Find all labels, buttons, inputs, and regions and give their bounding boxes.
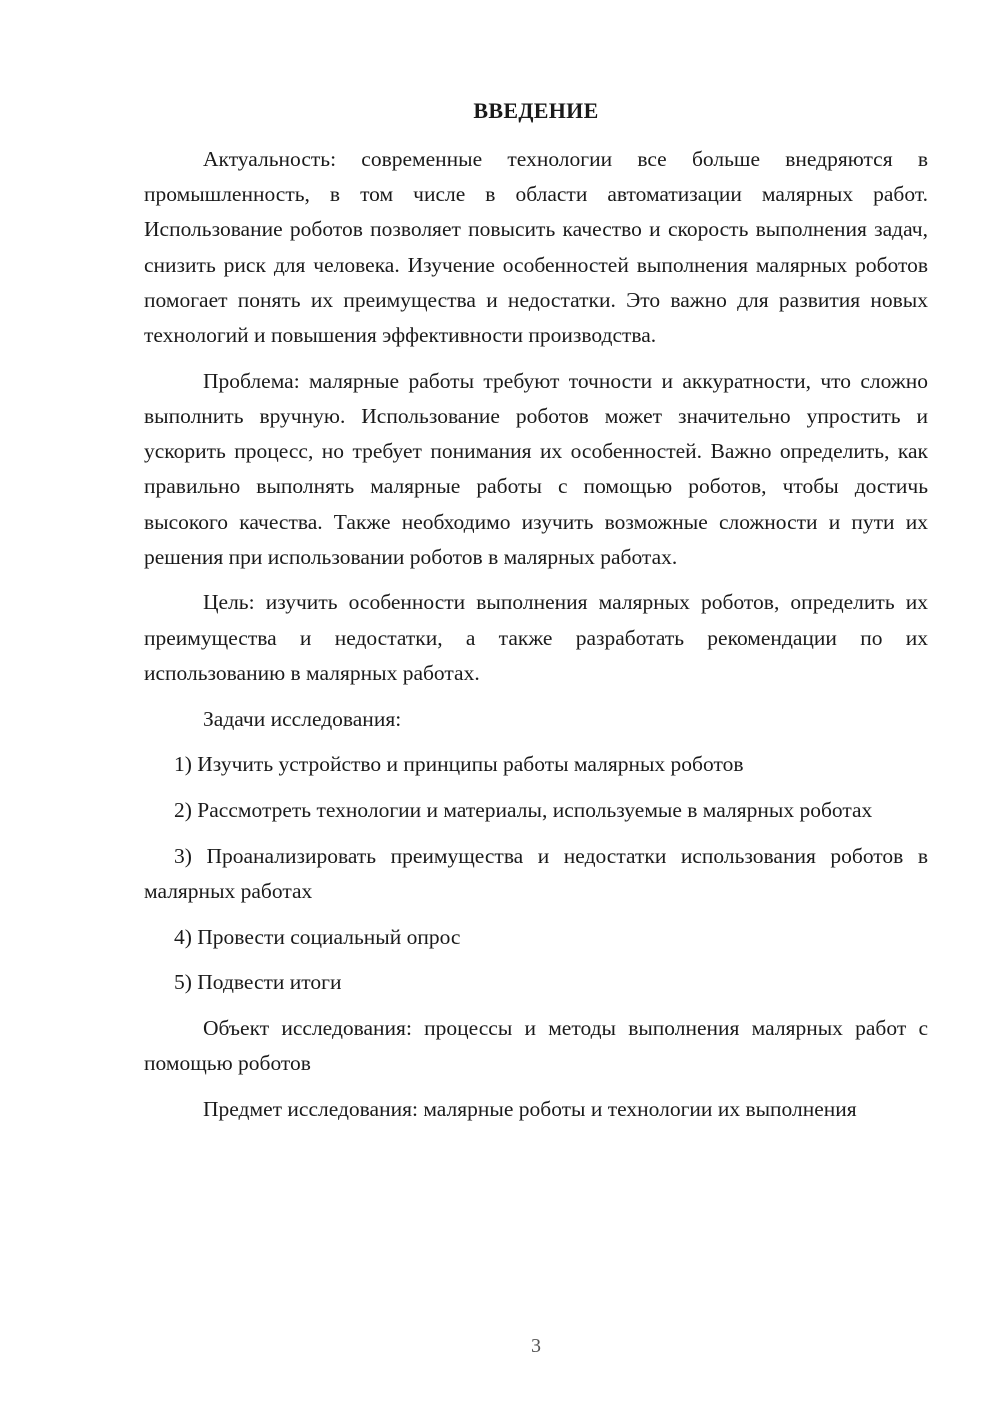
paragraph-relevance: Актуальность: современные технологии все больше внедряются в промышленность, в том числе в области автоматизации малярных работ. Использование роботов позволяет повысить качество и скорость выполнения задач, снизить риск для человека. Изучение особенностей выполнения малярных роботов помогает понять их преимущества и недостатки. Это важно для развития новых технологий и повышения эффективности производства.: [144, 147, 928, 348]
list-item: 5) Подвести итоги: [174, 970, 342, 995]
paragraph-subject: Предмет исследования: малярные роботы и технологии их выполнения: [203, 1096, 857, 1121]
paragraph-tasks-heading: Задачи исследования:: [203, 706, 402, 731]
list-item: 2) Рассмотреть технологии и материалы, используемые в малярных роботах: [174, 797, 873, 822]
document-page: [144, 0, 928, 1414]
paragraph-object: Объект исследования: процессы и методы выполнения малярных работ с помощью роботов: [144, 1015, 928, 1076]
list-item: 1) Изучить устройство и принципы работы малярных роботов: [174, 752, 744, 777]
section-title: ВВЕДЕНИЕ: [473, 98, 599, 123]
paragraph-goal: Цель: изучить особенности выполнения малярных роботов, определить их преимущества и недостатки, а также разработать рекомендации по их использованию в малярных работах.: [144, 590, 928, 685]
paragraph-problem: Проблема: малярные работы требуют точности и аккуратности, что сложно выполнить вручную. Использование роботов может значительно упростить и ускорить процесс, но требует понимания их особенностей. Важно определить, как правильно выполнять малярные работы с помощью роботов, чтобы достичь высокого качества. Также необходимо изучить возможные сложности и пути их решения при использовании роботов в малярных работах.: [144, 368, 928, 569]
list-item: 3) Проанализировать преимущества и недостатки использования роботов в малярных работах: [144, 843, 928, 903]
list-item: 4) Провести социальный опрос: [174, 924, 461, 949]
page-number: 3: [531, 1335, 541, 1357]
document-body: [144, 142, 928, 1138]
